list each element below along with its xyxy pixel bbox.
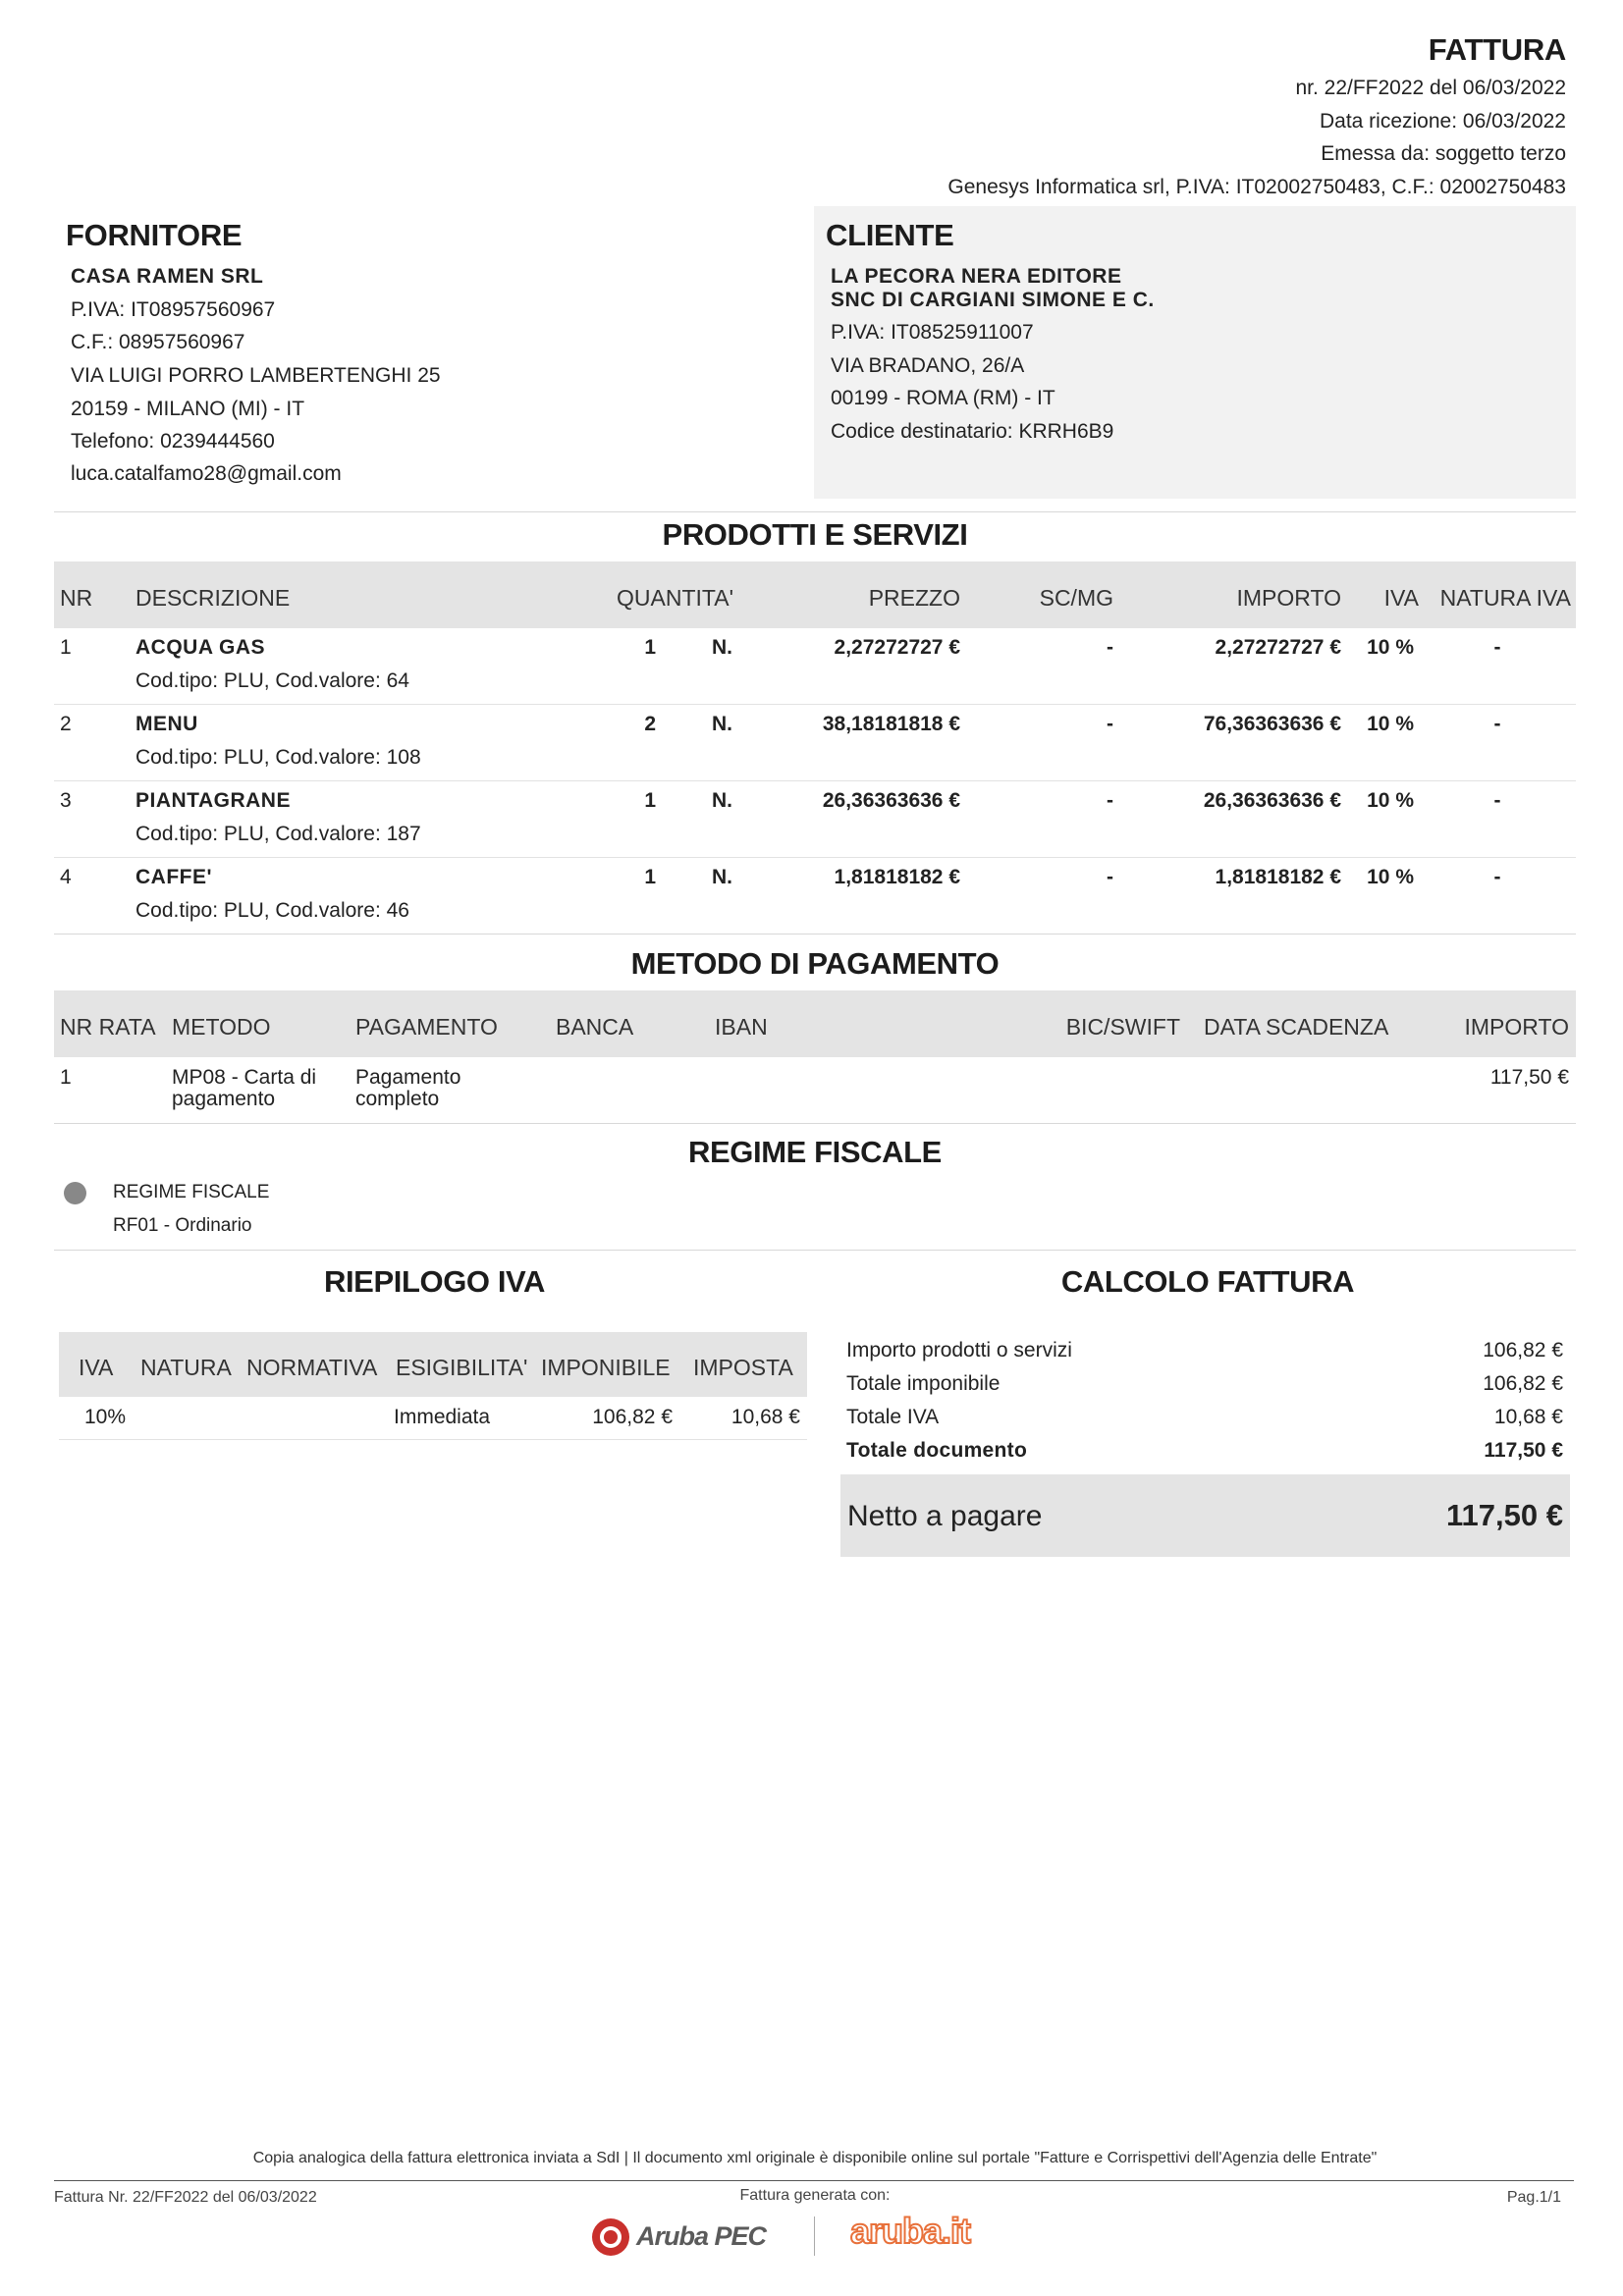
col-bank: BANCA: [556, 1014, 634, 1040]
footer-divider: [54, 2180, 1574, 2181]
row-price: 26,36363636 €: [822, 789, 960, 812]
net-to-pay-value: 117,50 €: [1446, 1498, 1563, 1532]
row-vat: 10 %: [1367, 636, 1414, 659]
calc-value: 106,82 €: [1483, 1372, 1563, 1395]
row-nr: 4: [60, 866, 72, 888]
regime-label: REGIME FISCALE: [113, 1182, 270, 1202]
row-unit: N.: [712, 636, 732, 659]
supplier-cf: C.F.: 08957560967: [71, 331, 245, 353]
client-name-line2: SNC DI CARGIANI SIMONE E C.: [831, 289, 1155, 311]
vat-esigibilita: Immediata: [394, 1406, 491, 1428]
col-method: METODO: [172, 1014, 271, 1040]
col-esigibilita: ESIGIBILITA': [396, 1355, 528, 1380]
client-name-line1: LA PECORA NERA EDITORE: [831, 265, 1122, 288]
calc-total-value: 117,50 €: [1484, 1439, 1563, 1462]
row-vat-nature: -: [1493, 789, 1501, 812]
row-name: ACQUA GAS: [135, 636, 266, 659]
footer-invoice-ref: Fattura Nr. 22/FF2022 del 06/03/2022: [54, 2189, 317, 2206]
calc-label: Importo prodotti o servizi: [846, 1339, 1072, 1362]
row-qty: 1: [644, 789, 656, 812]
calc-title: CALCOLO FATTURA: [1060, 1264, 1355, 1299]
row-discount: -: [1107, 713, 1113, 735]
regime-title: REGIME FISCALE: [688, 1135, 942, 1169]
col-pay-amount: IMPORTO: [1464, 1014, 1569, 1040]
row-vat: 10 %: [1367, 789, 1414, 812]
row-unit: N.: [712, 866, 732, 888]
col-imponibile: IMPONIBILE: [541, 1355, 671, 1380]
invoice-number: nr. 22/FF2022 del 06/03/2022: [1295, 77, 1566, 99]
supplier-city: 20159 - MILANO (MI) - IT: [71, 398, 305, 420]
row-price: 1,81818182 €: [834, 866, 960, 888]
col-quantity: QUANTITA': [617, 585, 733, 611]
supplier-piva: P.IVA: IT08957560967: [71, 298, 276, 321]
bullet-icon: [64, 1182, 86, 1204]
calc-label: Totale imponibile: [846, 1372, 1001, 1395]
aruba-it-logo: aruba.it: [850, 2211, 971, 2251]
row-qty: 1: [644, 636, 656, 659]
col-bic: BIC/SWIFT: [1065, 1014, 1180, 1040]
divider: [54, 1250, 1576, 1251]
calc-label: Totale IVA: [846, 1406, 940, 1428]
client-city: 00199 - ROMA (RM) - IT: [831, 387, 1055, 409]
col-discount: SC/MG: [1039, 585, 1113, 611]
supplier-block: [54, 206, 800, 501]
footer-disclaimer: Copia analogica della fattura elettronica inviata a SdI | Il documento xml originale è disponibile online sul portale "Fatture e Corrispettivi dell'Agenzia delle Entrate": [252, 2150, 1378, 2166]
row-name: MENU: [135, 713, 198, 735]
row-vat: 10 %: [1367, 866, 1414, 888]
supplier-email: luca.catalfamo28@gmail.com: [71, 462, 342, 485]
payment-title: METODO DI PAGAMENTO: [630, 946, 1000, 981]
col-price: PREZZO: [868, 585, 960, 611]
method-line1: MP08 - Carta di: [172, 1066, 317, 1089]
row-discount: -: [1107, 789, 1113, 812]
col-iban: IBAN: [715, 1014, 768, 1040]
method-line2: pagamento: [172, 1088, 276, 1110]
document-type: FATTURA: [1428, 32, 1566, 67]
net-to-pay-box: [840, 1474, 1570, 1557]
row-code: Cod.tipo: PLU, Cod.valore: 46: [135, 899, 409, 922]
col-iva: IVA: [79, 1355, 114, 1380]
row-code: Cod.tipo: PLU, Cod.valore: 108: [135, 746, 421, 769]
row-divider: [54, 704, 1576, 705]
row-code: Cod.tipo: PLU, Cod.valore: 187: [135, 823, 421, 845]
row-name: CAFFE': [135, 866, 212, 888]
divider: [54, 511, 1576, 512]
row-divider: [54, 857, 1576, 858]
row-amount: 26,36363636 €: [1203, 789, 1341, 812]
row-nr: 2: [60, 713, 72, 735]
supplier-title: FORNITORE: [66, 218, 243, 252]
col-installment: NR RATA: [60, 1014, 156, 1040]
regime-value: RF01 - Ordinario: [113, 1215, 252, 1236]
client-block: [814, 206, 1576, 499]
calc-value: 10,68 €: [1493, 1406, 1563, 1428]
footer-generated-with: Fattura generata con:: [739, 2187, 891, 2204]
logo-divider: [814, 2216, 815, 2256]
col-amount: IMPORTO: [1236, 585, 1341, 611]
products-title: PRODOTTI E SERVIZI: [662, 517, 968, 552]
client-title: CLIENTE: [826, 218, 954, 252]
issuer-info: Genesys Informatica srl, P.IVA: IT02002750483, C.F.: 02002750483: [947, 176, 1566, 198]
row-unit: N.: [712, 789, 732, 812]
installment-nr: 1: [60, 1066, 72, 1089]
row-nr: 1: [60, 636, 72, 659]
row-qty: 2: [644, 713, 656, 735]
divider: [54, 1123, 1576, 1124]
calc-value: 106,82 €: [1483, 1339, 1563, 1362]
aruba-pec-seal-icon: [589, 2216, 632, 2258]
row-discount: -: [1107, 636, 1113, 659]
aruba-pec-wordmark: Aruba PEC: [636, 2221, 767, 2251]
row-amount: 1,81818182 €: [1215, 866, 1341, 888]
row-code: Cod.tipo: PLU, Cod.valore: 64: [135, 669, 409, 692]
row-vat-nature: -: [1493, 636, 1501, 659]
col-normativa: NORMATIVA: [246, 1355, 378, 1380]
supplier-address: VIA LUIGI PORRO LAMBERTENGHI 25: [71, 364, 441, 387]
row-divider: [59, 1439, 807, 1440]
footer-page: Pag.1/1: [1506, 2189, 1561, 2206]
row-price: 2,27272727 €: [834, 636, 960, 659]
payment-line2: completo: [355, 1088, 440, 1110]
vat-imponibile: 106,82 €: [592, 1406, 673, 1428]
supplier-phone: Telefono: 0239444560: [71, 430, 275, 453]
row-name: PIANTAGRANE: [135, 789, 291, 812]
col-vat-nature: NATURA IVA: [1439, 585, 1571, 611]
row-discount: -: [1107, 866, 1113, 888]
vat-rate: 10%: [84, 1406, 127, 1428]
col-vat: IVA: [1383, 585, 1419, 611]
aruba-pec-logo: [589, 2215, 785, 2258]
col-payment: PAGAMENTO: [355, 1014, 498, 1040]
payment-amount: 117,50 €: [1489, 1066, 1569, 1089]
net-to-pay-label: Netto a pagare: [847, 1500, 1043, 1532]
col-description: DESCRIZIONE: [135, 585, 291, 611]
row-price: 38,18181818 €: [822, 713, 960, 735]
row-amount: 76,36363636 €: [1203, 713, 1341, 735]
supplier-name: CASA RAMEN SRL: [71, 265, 264, 288]
client-piva: P.IVA: IT08525911007: [831, 321, 1034, 344]
row-nr: 3: [60, 789, 72, 812]
issued-by: Emessa da: soggetto terzo: [1321, 142, 1566, 165]
row-vat-nature: -: [1493, 713, 1501, 735]
vat-summary-title: RIEPILOGO IVA: [323, 1264, 546, 1299]
payment-line1: Pagamento: [355, 1066, 461, 1089]
calc-total-label: Totale documento: [846, 1439, 1028, 1462]
vat-imposta: 10,68 €: [730, 1406, 800, 1428]
row-vat: 10 %: [1367, 713, 1414, 735]
col-natura: NATURA: [140, 1355, 232, 1380]
client-dest-code: Codice destinatario: KRRH6B9: [831, 420, 1114, 443]
received-date: Data ricezione: 06/03/2022: [1319, 110, 1566, 133]
row-amount: 2,27272727 €: [1215, 636, 1341, 659]
col-due-date: DATA SCADENZA: [1204, 1014, 1389, 1040]
col-imposta: IMPOSTA: [693, 1355, 793, 1380]
col-nr: NR: [60, 585, 93, 611]
row-divider: [54, 780, 1576, 781]
row-unit: N.: [712, 713, 732, 735]
row-qty: 1: [644, 866, 656, 888]
row-vat-nature: -: [1493, 866, 1501, 888]
client-address: VIA BRADANO, 26/A: [831, 354, 1025, 377]
